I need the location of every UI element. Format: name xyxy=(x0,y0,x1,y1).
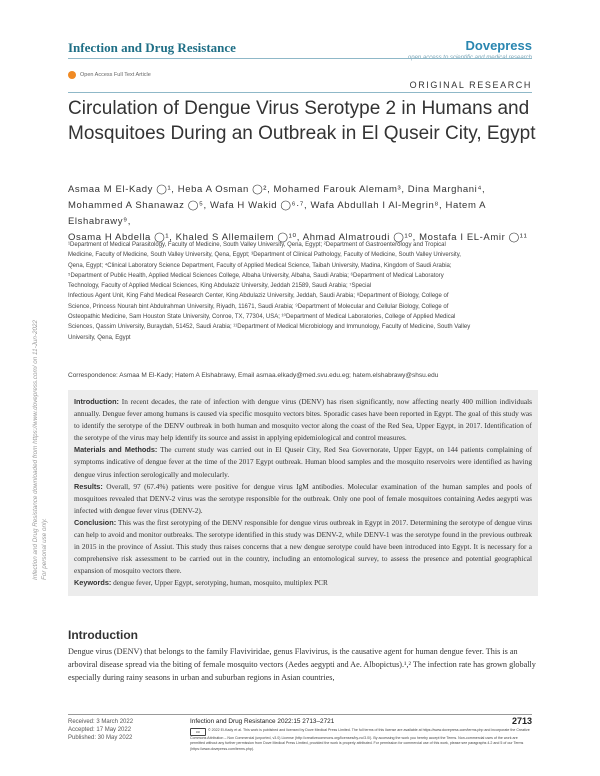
author-list xyxy=(68,182,548,246)
affiliations xyxy=(68,240,538,343)
open-access-icon xyxy=(68,71,76,79)
introduction-heading: Introduction xyxy=(68,628,138,642)
license-text: © 2022 El-Kady et al. This work is published and licensed by Dove Medical Press Limited. The full terms of this license are available at https://www.dovepress.com/terms.php and incorporate the Creative Commons Attribution – Non Commercial (unported, v3.0) License (http://creativecommons.org/licenses/by-nc/3.0/). By accessing the work you hereby accept the Terms. Non-commercial uses of the work are permitted without any further permission from Dove Medical Press Limited, provided the work is properly attributed. For permission for commercial use of this work, please see paragraphs 4.2 and 5 of our Terms (https://www.dovepress.com/terms.php). xyxy=(190,728,530,751)
affiliation-line: Qena, Egypt; ⁴Clinical Laboratory Science Department, Faculty of Applied Medical Science, Taibah University, Madina, Kingdom of Saudi Arabia; xyxy=(68,262,452,269)
journal-name: Infection and Drug Resistance xyxy=(68,40,236,55)
affiliation-line: ¹Department of Medical Parasitology, Faculty of Medicine, South Valley University, Qena, Egypt; ²Department of Gastroenterology and Tropical xyxy=(68,242,446,248)
correspondence: Correspondence: Asmaa M El-Kady; Hatem A Elshabrawy, Email asmaa.elkady@med.svu.edu.eg; hatem.elshabrawy@shsu.edu xyxy=(68,372,439,379)
affiliation-line: Technology, Faculty of Applied Medical Sciences, King Abdulaziz University, Jeddah 21589, Saudi Arabia; ⁷Special xyxy=(68,283,372,290)
open-access-label xyxy=(68,71,151,79)
header-rule xyxy=(68,58,532,59)
abstract-text: dengue fever, Upper Egypt, serotyping, human, mosquito, multiplex PCR xyxy=(111,578,328,588)
affiliation-line: Medicine, Faculty of Medicine, South Valley University, Qena, Egypt; ³Department of Clinical Pathology, Faculty of Medicine, South Valley University, xyxy=(68,252,461,259)
abstract-label: Keywords: xyxy=(74,578,112,588)
abstract-text: The current study was carried out in El Quseir City, Red Sea Governorate, Upper Egypt, on 144 patients complaining of symptoms indicative of dengue fever at the time of the 2017 Egypt outbreak. Human blood samples and the mosquito reservoirs were identified as having dengue virus infection serologically and molecularly. xyxy=(74,445,532,479)
title-rule xyxy=(68,92,532,93)
abstract-label: Materials and Methods: xyxy=(74,445,158,455)
open-access-text: Open Access Full Text Article xyxy=(80,72,151,78)
author-line: Osama H Abdella ◯¹, Khaled S Allemailem ◯¹⁰, Ahmad Almatroudi ◯¹⁰, Mostafa I EL-Amir ◯¹¹ xyxy=(68,232,528,243)
affiliation-line: Sciences, Qassim University, Buraydah, 51452, Saudi Arabia; ¹¹Department of Medical Microbiology and Immunology, Faculty of Medicine, South Valley xyxy=(68,324,471,331)
publisher-name: Dovepress xyxy=(465,38,532,53)
abstract-text: This was the first serotyping of the DENV responsible for dengue virus outbreak in Egypt in 2017. Determining the serotype of dengue virus can help to avoid and monitor outbreaks. The serotype identified in this study was DENV-2, while DENV-1 was the serotype found in the previous outbreak in 2015 in the province of Assiut. This study thus raises concerns that a new dengue serotype could have been introduced into Egypt. It is necessary for a comprehensive risk assessment to be carried out in the country, including an entomological survey, to assess the presence and potential geographical expansion of mosquito vectors there. xyxy=(74,517,532,576)
author-line: Mohammed A Shanawaz ◯⁵, Wafa H Wakid ◯⁶·⁷, Wafa Abdullah I Al-Megrin⁸, Hatem A Elshabrawy⁹, xyxy=(68,200,486,227)
abstract-text: Overall, 97 (67.4%) patients were positive for dengue virus IgM antibodies. Molecular examination of the human samples and pools of mosquitoes revealed that DENV-2 virus was the serotype responsible for the outbreak. Only one pool of female mosquitoes containing Aedes aegypti was infected with dengue fever virus (DENV-2). xyxy=(74,481,532,515)
affiliation-line: Osteopathic Medicine, Sam Houston State University, Conroe, TX, 77304, USA; ¹⁰Department of Medical Laboratories, College of Applied Medical xyxy=(68,314,456,321)
introduction-paragraph: Dengue virus (DENV) that belongs to the family Flaviviridae, genus Flavivirus, is the causative agent for human dengue fever. This is an arboviral disease spread via the biting of female mosquito vectors (Aedes aegypti and Ae. Albopictus).¹,² The infection rate has grown globally especially during rainy seasons in urban and suburban regions in Asian countries, xyxy=(68,647,536,682)
accepted-date: Accepted: 17 May 2022 xyxy=(68,727,132,733)
received-date: Received: 3 March 2022 xyxy=(68,719,134,725)
abstract-introduction xyxy=(74,396,532,444)
article-dates xyxy=(68,718,133,742)
article-type: ORIGINAL RESEARCH xyxy=(409,80,532,90)
abstract-label: Conclusion: xyxy=(74,517,117,527)
affiliation-line: Infectious Agent Unit, King Fahd Medical Research Center, King Abdulaziz University, Jeddah, Saudi Arabia; ⁸Department of Biology, College of xyxy=(68,293,449,300)
journal-citation: Infection and Drug Resistance 2022:15 2713–2721 xyxy=(190,718,335,725)
watermark-line: Infection and Drug Resistance downloaded from https://www.dovepress.com/ on 11-Jun-2022 xyxy=(32,320,39,580)
affiliation-line: University, Qena, Egypt xyxy=(68,334,131,341)
watermark-line: For personal use only. xyxy=(41,518,48,580)
abstract-label: Results: xyxy=(74,481,103,491)
abstract-label: Introduction: xyxy=(74,397,119,406)
license-notice xyxy=(190,728,532,752)
author-line: Asmaa M El-Kady ◯¹, Heba A Osman ◯², Mohamed Farouk Alemam³, Dina Marghani⁴, xyxy=(68,184,486,195)
affiliation-line: Science, Princess Nourah bint Abdulrahman University, Riyadh, 11671, Saudi Arabia; ⁹Department of Molecular and Cellular Biology, College of xyxy=(68,303,449,310)
article-title: Circulation of Dengue Virus Serotype 2 in Humans and Mosquitoes During an Outbreak in El Quseir City, Egypt xyxy=(68,98,536,144)
published-date: Published: 30 May 2022 xyxy=(68,735,133,741)
abstract-text: In recent decades, the rate of infection with dengue virus (DENV) has risen significantly, now affecting nearly 400 million individuals annually. Dengue fever among humans is caused via specific mosquito vectors bites. Sporadic cases have been reported in Egypt. The goal of this study was to identify the serotype of the DENV outbreak in both human and mosquito vector along the coast of the Red Sea, Upper Egypt, in 2017. Identification of the serotype of the virus may help identify its source and assist in applying epidemiological and control measures. xyxy=(74,397,532,443)
page-number: 2713 xyxy=(511,716,532,726)
creative-commons-icon: cc xyxy=(190,728,206,736)
download-watermark xyxy=(10,160,50,580)
affiliation-line: ⁵Department of Public Health, Applied Medical Sciences College, Albaha University, Albaha, Saudi Arabia; ⁶Department of Medical Laboratory xyxy=(68,272,444,279)
abstract-results xyxy=(74,481,532,517)
abstract-box xyxy=(68,390,538,596)
footer-rule xyxy=(68,714,532,715)
abstract-methods xyxy=(74,444,532,480)
abstract-conclusion xyxy=(74,517,532,577)
abstract-keywords xyxy=(74,577,532,589)
